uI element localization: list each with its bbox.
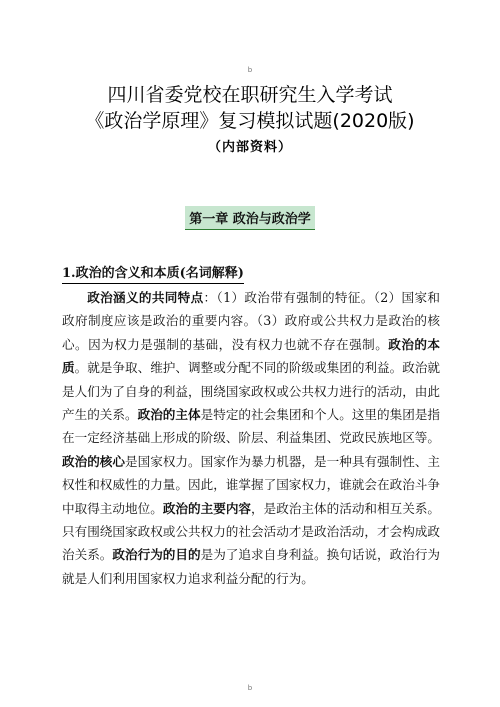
- body-text-run: 是特定的社会集团和个人。这里的集团是指在一定经济基础上形成的阶级、阶层、利益集团、党政民族地区等。: [62, 407, 441, 446]
- bold-term: 政治涵义的共同特点: [87, 290, 204, 305]
- bold-term: 政治的核心: [62, 453, 126, 469]
- bold-term: 政治的主要内容: [162, 500, 252, 516]
- body-text-run: ，是政治主体的活动和相互关系。只有围绕国家政权或公共权力的社会活动才是政治活动，才会构成政治关系。: [62, 500, 441, 563]
- bold-term: 政治行为的目的: [112, 547, 201, 563]
- body-paragraph: [62, 286, 440, 590]
- bold-term: 政治的主体: [137, 407, 201, 423]
- document-title: 四川省委党校在职研究生入学考试: [107, 84, 393, 106]
- internal-material-note: （内部资料）: [207, 140, 292, 155]
- section-heading: 1.政治的含义和本质(名词解释): [62, 262, 244, 284]
- document-subtitle: 《政治学原理》复习模拟试题(2020版): [85, 110, 415, 132]
- body-text-run: 。就是争取、维护、调整或分配不同的阶级或集团的利益。政治就是人们为了自身的利益，围绕国家政权或公共权力进行的活动，由此产生的关系。: [62, 360, 441, 423]
- body-text-run: 是国家权力。国家作为暴力机器，是一种具有强制性、主权性和权威性的力量。因此，谁掌握了国家权力，谁就会在政治斗争中取得主动地位。: [62, 453, 441, 516]
- body-text-run: ：（1）政治带有强制的特征。（2）国家和政府制度应该是政治的重要内容。（3）政府或公共权力是政治的核心。因为权力是强制的基础，没有权力也就不存在强制。: [62, 290, 440, 352]
- body-text-run: 是为了追求自身利益。换句话说，政治行为就是人们利用国家权力追求利益分配的行为。: [62, 547, 441, 586]
- page-mark-bottom: b: [247, 684, 253, 692]
- chapter-heading: 第一章 政治与政治学: [185, 206, 315, 230]
- page-mark-top: b: [247, 66, 253, 74]
- bold-term: 政治的本质: [62, 336, 441, 376]
- chapter-heading-container: [0, 206, 500, 230]
